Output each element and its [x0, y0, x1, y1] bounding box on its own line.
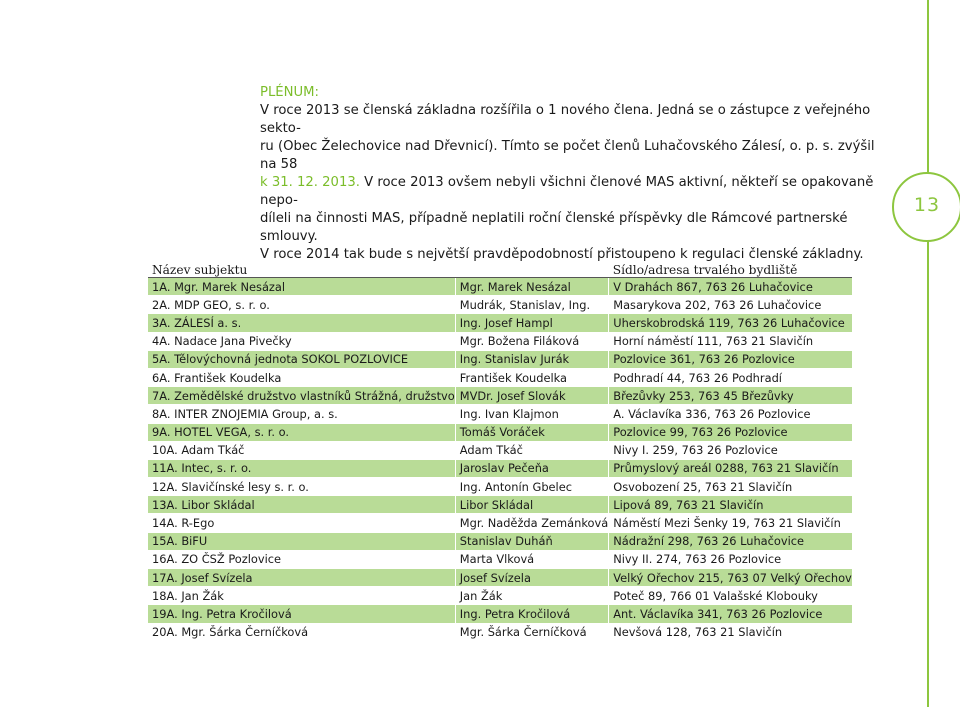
cell-subject: 9A. HOTEL VEGA, s. r. o.: [148, 423, 455, 441]
cell-contact: Tomáš Voráček: [455, 423, 608, 441]
cell-address: Horní náměstí 111, 763 21 Slavičín: [609, 332, 852, 350]
members-table: [148, 258, 852, 642]
cell-subject: 3A. ZÁLESÍ a. s.: [148, 314, 455, 332]
cell-subject: 10A. Adam Tkáč: [148, 441, 455, 459]
cell-address: Náměstí Mezi Šenky 19, 763 21 Slavičín: [609, 514, 852, 532]
cell-address: Velký Ořechov 215, 763 07 Velký Ořechov: [609, 569, 852, 587]
cell-subject: 1A. Mgr. Marek Nesázal: [148, 278, 455, 296]
column-header-address: Sídlo/adresa trvalého bydliště: [609, 258, 852, 278]
cell-contact: Ing. Antonín Gbelec: [455, 478, 608, 496]
cell-address: Nivy I. 259, 763 26 Pozlovice: [609, 441, 852, 459]
cell-subject: 2A. MDP GEO, s. r. o.: [148, 296, 455, 314]
table-row: [148, 550, 852, 568]
table-row: [148, 605, 852, 623]
cell-contact: Stanislav Duháň: [455, 532, 608, 550]
cell-subject: 15A. BiFU: [148, 532, 455, 550]
cell-address: Nivy II. 274, 763 26 Pozlovice: [609, 550, 852, 568]
cell-contact: Mgr. Marek Nesázal: [455, 278, 608, 296]
cell-subject: 4A. Nadace Jana Pivečky: [148, 332, 455, 350]
cell-address: Osvobození 25, 763 21 Slavičín: [609, 478, 852, 496]
table-row: [148, 278, 852, 296]
cell-address: A. Václavíka 336, 763 26 Pozlovice: [609, 405, 852, 423]
cell-contact: Ing. Ivan Klajmon: [455, 405, 608, 423]
cell-contact: Jan Žák: [455, 587, 608, 605]
cell-contact: Mgr. Naděžda Zemánková: [455, 514, 608, 532]
cell-subject: 14A. R-Ego: [148, 514, 455, 532]
intro-text: [260, 84, 880, 264]
table-header-row: [148, 258, 852, 278]
cell-contact: Marta Vlková: [455, 550, 608, 568]
intro-line: V roce 2014 tak bude s největší pravděpodobností přistoupeno k regulaci členské základny.: [260, 247, 864, 262]
intro-line: díleli na činnosti MAS, případně neplatili roční členské příspěvky dle Rámcové partnerské smlouvy.: [260, 211, 848, 244]
table-row: [148, 296, 852, 314]
cell-subject: 17A. Josef Svízela: [148, 569, 455, 587]
table-row: [148, 368, 852, 386]
table-row: [148, 314, 852, 332]
cell-subject: 20A. Mgr. Šárka Černíčková: [148, 623, 455, 641]
table-row: [148, 441, 852, 459]
cell-subject: 5A. Tělovýchovná jednota SOKOL POZLOVICE: [148, 350, 455, 368]
table-row: [148, 387, 852, 405]
cell-subject: 13A. Libor Skládal: [148, 496, 455, 514]
table-row: [148, 405, 852, 423]
cell-address: Masarykova 202, 763 26 Luhačovice: [609, 296, 852, 314]
table-row: [148, 514, 852, 532]
cell-contact: Mudrák, Stanislav, Ing.: [455, 296, 608, 314]
intro-line: ru (Obec Želechovice nad Dřevnicí). Tímto se počet členů Luhačovského Zálesí, o. p. s. zvýšil na 58: [260, 139, 875, 172]
cell-address: Nádražní 298, 763 26 Luhačovice: [609, 532, 852, 550]
cell-address: Březůvky 253, 763 45 Březůvky: [609, 387, 852, 405]
cell-contact: MVDr. Josef Slovák: [455, 387, 608, 405]
cell-address: Ant. Václavíka 341, 763 26 Pozlovice: [609, 605, 852, 623]
side-accent-line: [927, 0, 929, 707]
cell-subject: 12A. Slavičínské lesy s. r. o.: [148, 478, 455, 496]
cell-contact: Libor Skládal: [455, 496, 608, 514]
table-row: [148, 423, 852, 441]
table-row: [148, 587, 852, 605]
cell-contact: Ing. Stanislav Jurák: [455, 350, 608, 368]
table-row: [148, 459, 852, 477]
cell-subject: 6A. František Koudelka: [148, 368, 455, 386]
cell-address: V Drahách 867, 763 26 Luhačovice: [609, 278, 852, 296]
intro-line-rest: V roce 2013 ovšem nebyli všichni členové MAS aktivní, někteří se opakovaně nepo-: [260, 175, 874, 208]
cell-subject: 7A. Zemědělské družstvo vlastníků Strážná, družstvo: [148, 387, 455, 405]
column-header-subject: Název subjektu: [148, 258, 455, 278]
cell-address: Nevšová 128, 763 21 Slavičín: [609, 623, 852, 641]
table-row: [148, 478, 852, 496]
table-row: [148, 569, 852, 587]
cell-contact: František Koudelka: [455, 368, 608, 386]
cell-address: Pozlovice 361, 763 26 Pozlovice: [609, 350, 852, 368]
cell-contact: Mgr. Božena Filáková: [455, 332, 608, 350]
cell-subject: 19A. Ing. Petra Kročilová: [148, 605, 455, 623]
cell-contact: Ing. Josef Hampl: [455, 314, 608, 332]
cell-address: Lipová 89, 763 21 Slavičín: [609, 496, 852, 514]
table-row: [148, 623, 852, 641]
cell-contact: Mgr. Šárka Černíčková: [455, 623, 608, 641]
cell-address: Uherskobrodská 119, 763 26 Luhačovice: [609, 314, 852, 332]
members-table-body: [148, 278, 852, 642]
cell-subject: 8A. INTER ZNOJEMIA Group, a. s.: [148, 405, 455, 423]
intro-line: V roce 2013 se členská základna rozšířila o 1 nového člena. Jedná se o zástupce z veřejného sekto-: [260, 103, 871, 136]
cell-subject: 18A. Jan Žák: [148, 587, 455, 605]
cell-contact: Josef Svízela: [455, 569, 608, 587]
cell-contact: Adam Tkáč: [455, 441, 608, 459]
cell-address: Poteč 89, 766 01 Valašské Klobouky: [609, 587, 852, 605]
table-row: [148, 496, 852, 514]
table-row: [148, 350, 852, 368]
cell-subject: 11A. Intec, s. r. o.: [148, 459, 455, 477]
intro-line: [260, 174, 880, 210]
section-heading: PLÉNUM:: [260, 85, 319, 100]
cell-contact: Ing. Petra Kročilová: [455, 605, 608, 623]
column-header-contact: [455, 258, 608, 278]
cell-address: Pozlovice 99, 763 26 Pozlovice: [609, 423, 852, 441]
highlighted-date: k 31. 12. 2013.: [260, 175, 360, 190]
page-number: 13: [913, 194, 941, 216]
table-row: [148, 532, 852, 550]
table-row: [148, 332, 852, 350]
cell-contact: Jaroslav Pečeňa: [455, 459, 608, 477]
cell-subject: 16A. ZO ČSŽ Pozlovice: [148, 550, 455, 568]
cell-address: Podhradí 44, 763 26 Podhradí: [609, 368, 852, 386]
cell-address: Průmyslový areál 0288, 763 21 Slavičín: [609, 459, 852, 477]
